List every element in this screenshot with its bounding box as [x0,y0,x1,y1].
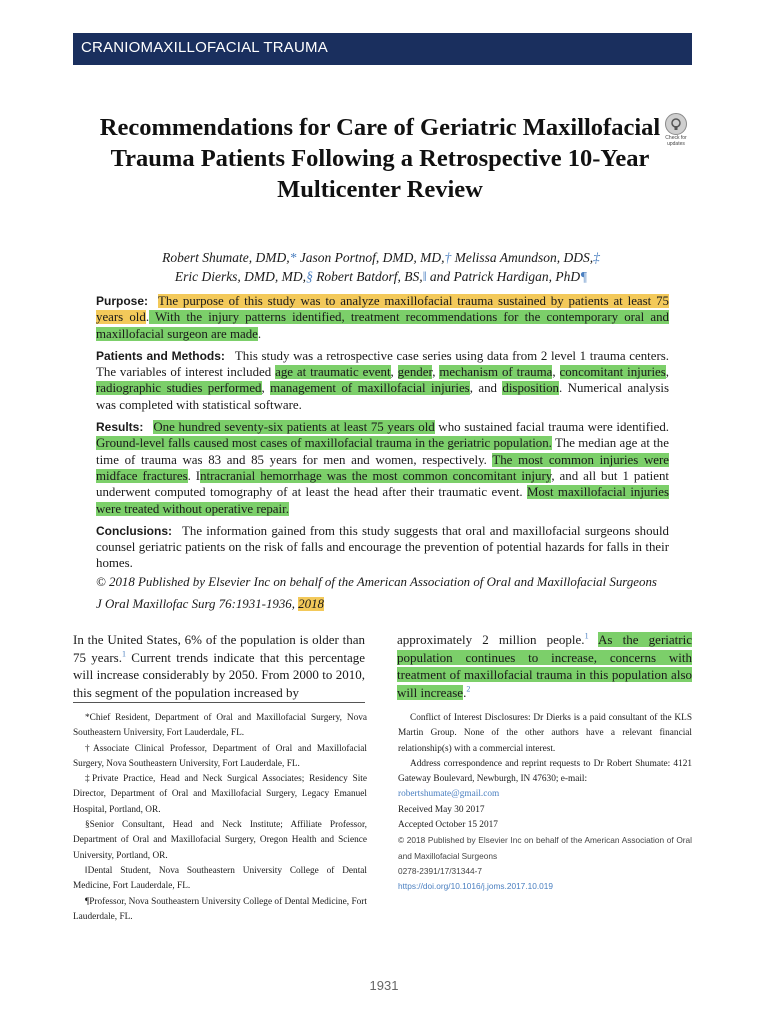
footnote-item: ‖Dental Student, Nova Southeastern University College of Dental Medicine, Fort Lauderdale, FL. [73,865,367,892]
author-name: Robert Batdorf, BS, [312,269,423,284]
text-run: who sustained facial trauma were identified. [434,420,669,435]
affiliation-marker[interactable]: ‡ [593,250,600,265]
reference-link[interactable]: 1 [121,649,126,659]
footer-copyright: © 2018 Published by Elsevier Inc on behalf of the American Association of Oral and Maxillofacial Surgeons [398,835,692,861]
affiliation-footnotes [73,711,367,925]
affiliation-marker[interactable]: ‖ [422,269,427,284]
conflict-disclosure: Conflict of Interest Disclosures: Dr Dierks is a paid consultant of the KLS Martin Group. None of the other authors have a relevant financial relationship(s) with a commercial interest. [398,713,692,754]
author-name: Jason Portnof, DMD, MD, [296,250,445,265]
affiliation-marker[interactable]: * [289,250,297,265]
author-list [96,248,666,286]
highlight-green: concomitant injuries [559,365,666,380]
footnote-item: *Chief Resident, Department of Oral and Maxillofacial Surgery, Nova Southeastern University, Fort Lauderdale, FL. [73,713,367,739]
highlight-green: As the geriatric population continues to increase, concerns with treatment of maxillofacial trauma in this population also will increase [397,632,692,700]
text-run: . I [187,468,201,483]
author-name: and Patrick Hardigan, PhD [426,269,581,284]
highlight-green: mechanism of trauma [439,365,553,380]
text-run: approximately 2 million people. [397,632,585,647]
text-run: This study was a retrospective case series using data from 2 level 1 trauma centers. The variables of interest included [96,348,669,380]
abstract-methods [96,348,669,413]
highlight-green: ntracranial hemorrhage was the most common concomitant injury [200,468,552,483]
highlight-green: Ground-level falls caused most cases of maxillofacial trauma in the geriatric population. [96,436,552,451]
text-run: . [463,684,467,700]
text-run: , and [469,381,503,396]
author-name: Robert Shumate, DMD, [162,250,290,265]
section-label: CRANIOMAXILLOFACIAL TRAUMA [81,39,328,56]
badge-line-2: updates [667,141,685,147]
abstract-copyright: © 2018 Published by Elsevier Inc on behalf of the American Association of Oral and Maxillofacial Surgeons [96,574,657,589]
abstract [96,293,669,618]
author-name: Eric Dierks, DMD, MD, [174,269,307,284]
check-for-updates-badge[interactable] [661,113,691,149]
results-label: Results: [96,420,144,435]
text-run: . [257,326,262,341]
doi-link[interactable]: https://doi.org/10.1016/j.joms.2017.10.019 [398,881,553,892]
text-run: . [145,310,150,325]
text-run: , [552,365,560,380]
reference-link[interactable]: 1 [584,631,589,641]
text-run: . Numerical analysis was completed with statistical software. [96,381,670,412]
methods-label: Patients and Methods: [96,348,225,363]
highlight-green: The most common injuries were midface fractures [96,452,669,483]
abstract-purpose [96,293,669,342]
affiliation-marker[interactable]: § [306,269,313,284]
affiliation-marker[interactable]: † [444,250,452,265]
text-run: The median age at the time of trauma was 83 and 85 years for men and women, respectively. [96,436,669,467]
text-run: , [390,365,398,380]
body-column-right [397,631,692,701]
text-run: , [261,381,271,396]
text-run [589,632,598,647]
page-number: 1931 [369,978,399,993]
text-run: , [432,365,440,380]
highlight-green: One hundred seventy-six patients at least 75 years old [153,420,435,435]
text-run: The information gained from this study suggests that oral and maxillofacial surgeons should counsel geriatric patients on the risk of falls and encourage the prevention of potential hazards for falls in their homes. [96,523,669,571]
article-info-footnotes [398,711,692,895]
abstract-conclusions [96,523,669,572]
section-banner [73,33,692,65]
highlight-green: gender [397,365,433,380]
footnote-item: †Associate Clinical Professor, Department of Oral and Maxillofacial Surgery, Nova Southeastern University, Fort Lauderdale, FL. [73,743,367,769]
article-title: Recommendations for Care of Geriatric Maxillofacial Trauma Patients Following a Retrospective 10-Year Multicenter Review [99,114,661,203]
citation-text: J Oral Maxillofac Surg 76:1931-1936, [96,597,299,612]
correspondence-address: Address correspondence and reprint requests to Dr Robert Shumate: 4121 Gateway Boulevard, Newburgh, IN 47630; e-mail: [398,758,692,785]
author-name: Melissa Amundson, DDS, [451,250,594,265]
highlight-orange: The purpose of this study was to analyze maxillofacial trauma sustained by patients at least 75 years old [96,294,669,325]
footnote-item: ‡Private Practice, Head and Neck Surgical Associates; Residency Site Director, Department of Oral and Maxillofacial Surgery, Legacy Emanuel Hospital, Portland, OR. [73,774,367,815]
text-run: In the United States, 6% of the population is older than 75 years. [73,632,365,665]
footnote-item: ¶Professor, Nova Southeastern University College of Dental Medicine, Fort Lauderdale, FL. [73,896,367,922]
reference-link[interactable]: 2 [466,684,471,694]
footnote-divider [73,702,365,703]
check-updates-icon [665,113,687,135]
conclusions-label: Conclusions: [96,523,173,538]
email-link[interactable]: robertshumate@gmail.com [398,789,500,800]
received-date: Received May 30 2017 [398,804,485,815]
citation-year: 2018 [298,597,324,612]
highlight-green: radiographic studies performed [96,381,262,396]
badge-line-1: Check for [665,135,687,141]
text-run: Current trends indicate that this percentage will increase considerably by 2050. From 2000 to 2010, this segment of the population increased by [73,649,365,700]
highlight-green: management of maxillofacial injuries [270,381,470,396]
highlight-green: age at traumatic event [275,365,391,380]
highlight-green: disposition [502,381,559,396]
footnote-item: §Senior Consultant, Head and Neck Institute; Affiliate Professor, Department of Oral and Maxillofacial Surgery, Oregon Health and Science University, Portland, OR. [73,820,367,861]
issn: 0278-2391/17/31344-7 [398,865,482,876]
accepted-date: Accepted October 15 2017 [398,820,498,831]
journal-citation [96,596,669,612]
highlight-green: Most maxillofacial injuries were treated without operative repair. [96,485,669,516]
abstract-results [96,419,669,517]
purpose-label: Purpose: [96,294,149,308]
text-run: , [665,365,670,380]
affiliation-marker[interactable]: ¶ [580,269,588,284]
text-run: , and all but 1 patient underwent computed tomography of at least the head after their traumatic event. [96,468,669,500]
highlight-green: With the injury patterns identified, treatment recommendations for the contemporary oral and maxillofacial surgeon are made [96,310,669,341]
body-column-left [73,631,365,701]
